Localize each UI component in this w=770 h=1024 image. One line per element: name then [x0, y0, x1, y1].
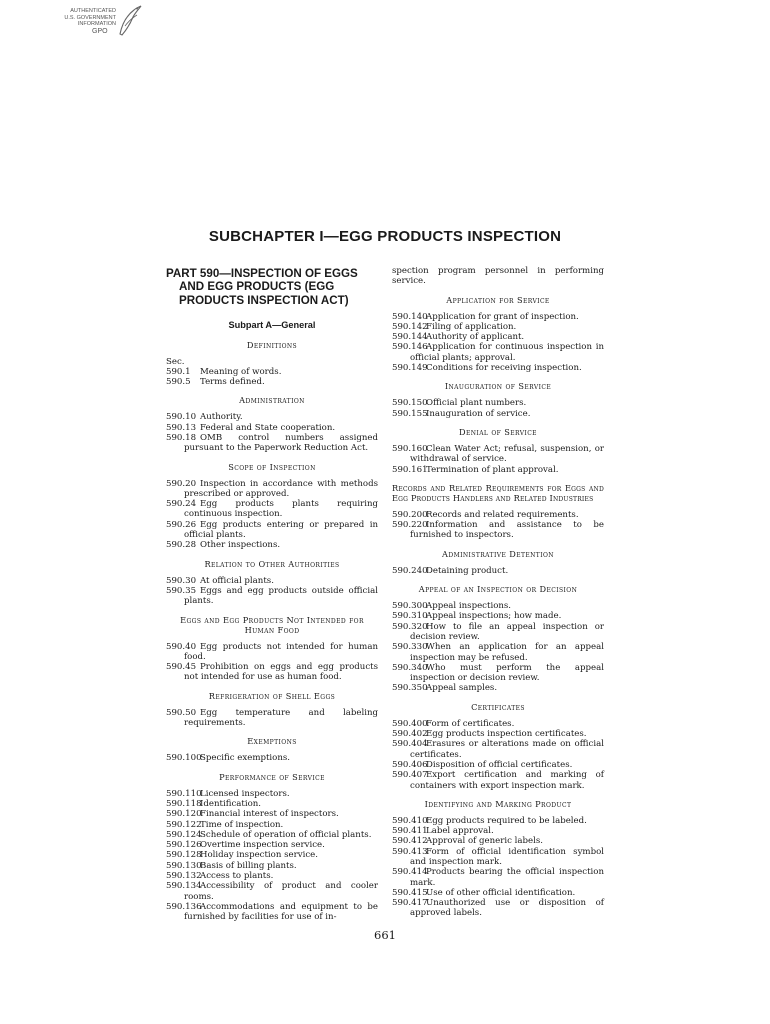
section-title: Terms defined. — [200, 377, 265, 388]
toc-entry[interactable] — [166, 586, 378, 607]
section-title: spection program personnel in performing service. — [392, 266, 604, 287]
section-number: 590.128 — [166, 850, 202, 861]
section-title: Use of other official identification. — [426, 887, 576, 898]
section-number: 590.350 — [392, 683, 428, 694]
section-number: 590.20 — [166, 478, 197, 489]
section-number: 590.35 — [166, 585, 197, 596]
section-number: 590.134 — [166, 881, 202, 892]
subchapter-title: SUBCHAPTER I—EGG PRODUCTS INSPECTION — [208, 228, 562, 245]
toc-entry[interactable] — [392, 739, 604, 760]
toc-entry[interactable] — [392, 566, 604, 576]
section-title: Appeal samples. — [426, 683, 498, 694]
toc-entry[interactable] — [166, 540, 378, 550]
section-number: 590.330 — [392, 642, 428, 653]
section-heading: Denial of Service — [459, 426, 537, 437]
section-title: Basis of billing plants. — [200, 860, 297, 871]
section-title: Who must perform the appeal inspection or decision review. — [410, 662, 604, 684]
toc-entry[interactable] — [166, 881, 378, 902]
section-heading: Records and Related Requirements for Eggs and Egg Products Handlers and Related Industries — [392, 482, 604, 503]
section-number: 590.240 — [392, 565, 428, 576]
section-number: 590.122 — [166, 819, 202, 830]
toc-entry[interactable] — [392, 322, 604, 332]
toc-entry[interactable] — [392, 642, 604, 663]
section-title: Filing of application. — [426, 321, 517, 332]
subpart-title: Subpart A—General — [228, 320, 316, 331]
section-title: Holiday inspection service. — [200, 850, 318, 861]
toc-entry[interactable] — [166, 830, 378, 840]
section-number: 590.100 — [166, 753, 202, 764]
toc-entry[interactable] — [392, 816, 604, 826]
section-title: Schedule of operation of official plants. — [200, 829, 372, 840]
section-number: 590.300 — [392, 601, 428, 612]
section-number: 590.400 — [392, 718, 428, 729]
toc-entry[interactable] — [166, 799, 378, 809]
section-number: 590.50 — [166, 707, 197, 718]
right-column — [392, 266, 604, 919]
toc-entry[interactable] — [392, 719, 604, 729]
section-number: 590.30 — [166, 575, 197, 586]
toc-entry[interactable] — [392, 836, 604, 846]
section-number: 590.417 — [392, 898, 428, 909]
section-number: 590.124 — [166, 829, 202, 840]
section-title: Other inspections. — [200, 540, 281, 551]
toc-entry[interactable] — [392, 898, 604, 919]
section-number: 590.26 — [166, 519, 197, 530]
section-title: Meaning of words. — [200, 366, 282, 377]
section-title: When an application for an appeal inspection may be refused. — [410, 642, 604, 663]
section-number: 590.118 — [166, 798, 202, 809]
section-title: Prohibition on eggs and egg products not intended for use as human food. — [184, 662, 378, 683]
section-title: Egg products plants requiring continuous inspection. — [184, 499, 378, 520]
section-heading: Administration — [239, 395, 305, 406]
section-title: Termination of plant approval. — [426, 464, 559, 475]
section-title: Authority of applicant. — [426, 332, 525, 343]
part-title-line: PRODUCTS INSPECTION ACT) — [179, 293, 349, 307]
toc-entry[interactable] — [166, 499, 378, 520]
section-title: Egg products required to be labeled. — [426, 815, 587, 826]
section-number: 590.136 — [166, 901, 202, 912]
section-number: 590.110 — [166, 788, 202, 799]
toc-entry[interactable] — [392, 444, 604, 465]
section-number: 590.132 — [166, 871, 202, 882]
section-number: 590.149 — [392, 363, 428, 374]
toc-entry[interactable] — [392, 611, 604, 621]
gpo-authentication-badge — [56, 4, 142, 44]
toc-entry[interactable] — [392, 826, 604, 836]
toc-entry[interactable] — [166, 902, 378, 923]
section-number: 590.155 — [392, 408, 428, 419]
section-title: Financial interest of inspectors. — [200, 809, 339, 820]
section-title: Inauguration of service. — [426, 408, 531, 419]
section-heading: Relation to Other Authorities — [204, 558, 340, 569]
section-title: Time of inspection. — [200, 819, 284, 830]
section-number: 590.411 — [392, 826, 428, 837]
section-title: Appeal inspections; how made. — [426, 611, 562, 622]
section-number: 590.160 — [392, 443, 428, 454]
section-title: Information and assistance to be furnished to inspectors. — [410, 520, 604, 541]
toc-entry[interactable] — [392, 332, 604, 342]
toc-entry[interactable] — [392, 510, 604, 520]
section-title: Detaining product. — [426, 565, 509, 576]
section-number: 590.402 — [392, 729, 428, 740]
section-title: Egg products entering or prepared in official plants. — [184, 519, 378, 541]
part-title — [166, 267, 378, 307]
toc-entry[interactable] — [392, 312, 604, 322]
left-section-list — [166, 340, 378, 923]
toc-entry[interactable] — [392, 601, 604, 611]
section-number: 590.144 — [392, 332, 428, 343]
section-number: 590.220 — [392, 520, 428, 531]
toc-entry[interactable] — [166, 377, 378, 387]
section-title: Specific exemptions. — [200, 753, 291, 764]
toc-entry[interactable] — [166, 820, 378, 830]
section-title: Overtime inspection service. — [200, 840, 325, 851]
toc-entry[interactable] — [166, 520, 378, 541]
section-heading: Application for Service — [446, 294, 550, 305]
section-title: Application for grant of inspection. — [426, 311, 579, 322]
section-number: 590.140 — [392, 311, 428, 322]
toc-entry[interactable] — [166, 861, 378, 871]
section-number: 590.320 — [392, 621, 428, 632]
section-number: 590.150 — [392, 398, 428, 409]
section-title: Clean Water Act; refusal, suspension, or withdrawal of service. — [410, 443, 604, 465]
toc-entry[interactable] — [392, 888, 604, 898]
section-heading: Administrative Detention — [442, 548, 554, 559]
section-number: 590.5 — [166, 377, 191, 388]
toc-entry[interactable] — [392, 363, 604, 373]
toc-entry[interactable] — [392, 622, 604, 643]
toc-entry[interactable] — [392, 683, 604, 693]
section-title: Unauthorized use or disposition of approved labels. — [410, 898, 604, 919]
section-title: Conditions for receiving inspection. — [426, 363, 582, 374]
eagle-icon — [116, 4, 142, 36]
toc-entry[interactable] — [392, 398, 604, 408]
section-title: Inspection in accordance with methods prescribed or approved. — [184, 478, 378, 499]
section-number: 590.407 — [392, 770, 428, 781]
section-heading: Scope of Inspection — [228, 461, 316, 472]
toc-entry[interactable] — [392, 729, 604, 739]
section-title: OMB control numbers assigned pursuant to the Paperwork Reduction Act. — [184, 433, 378, 454]
section-title: Egg products not intended for human food. — [184, 641, 378, 662]
section-number: 590.404 — [392, 739, 428, 750]
section-heading: Performance of Service — [219, 771, 325, 782]
toc-entry[interactable] — [166, 809, 378, 819]
section-number: 590.120 — [166, 809, 202, 820]
section-title: Appeal inspections. — [426, 601, 512, 612]
page-number: 661 — [374, 928, 396, 942]
section-number: 590.415 — [392, 887, 428, 898]
section-title: Identification. — [200, 798, 262, 809]
section-heading: Eggs and Egg Products Not Intended for Human Food — [180, 614, 364, 635]
section-title: Access to plants. — [200, 871, 274, 882]
toc-entry[interactable] — [392, 760, 604, 770]
section-title: Federal and State cooperation. — [200, 422, 336, 433]
section-number: 590.130 — [166, 860, 202, 871]
right-section-list — [392, 266, 604, 919]
toc-entry[interactable] — [392, 663, 604, 684]
toc-entry[interactable] — [166, 840, 378, 850]
section-number: 590.10 — [166, 412, 197, 423]
section-heading: Identifying and Marking Product — [424, 798, 572, 809]
toc-entry[interactable] — [166, 708, 378, 729]
badge-line: INFORMATION — [77, 21, 116, 27]
section-title: Approval of generic labels. — [426, 836, 543, 847]
section-number: 590.414 — [392, 867, 428, 878]
section-title: Application for continuous inspection in official plants; approval. — [410, 342, 604, 363]
toc-entry[interactable] — [166, 576, 378, 586]
toc-entry[interactable] — [166, 753, 378, 763]
badge-line: U.S. GOVERNMENT — [64, 14, 116, 21]
toc-entry[interactable] — [392, 770, 604, 791]
section-number: 590.13 — [166, 422, 197, 433]
section-title: How to file an appeal inspection or decision review. — [410, 621, 604, 642]
toc-entry[interactable] — [392, 465, 604, 475]
section-title: Licensed inspectors. — [200, 788, 290, 799]
section-number: 590.413 — [392, 846, 428, 857]
section-number: 590.40 — [166, 641, 197, 652]
toc-entry[interactable] — [392, 867, 604, 888]
section-heading: Certificates — [471, 701, 525, 712]
toc-entry[interactable] — [392, 409, 604, 419]
section-title: Export certification and marking of containers with export inspection mark. — [410, 770, 604, 791]
section-title: Accessibility of product and cooler rooms. — [184, 881, 378, 902]
toc-entry[interactable] — [166, 367, 378, 377]
badge-line: AUTHENTICATED — [70, 8, 116, 14]
toc-entry[interactable] — [166, 789, 378, 799]
section-title: Authority. — [200, 412, 243, 423]
section-number: 590.200 — [392, 509, 428, 520]
section-number: 590.410 — [392, 815, 428, 826]
section-heading: Refrigeration of Shell Eggs — [208, 690, 336, 701]
toc-entry[interactable] — [166, 423, 378, 433]
section-title: Products bearing the official inspection mark. — [410, 867, 604, 888]
section-title: At official plants. — [200, 575, 274, 586]
section-title: Erasures or alterations made on official certificates. — [410, 739, 604, 760]
section-number: 590.45 — [166, 662, 197, 673]
toc-entry[interactable] — [166, 433, 378, 454]
section-number: 590.126 — [166, 840, 202, 851]
toc-entry[interactable] — [166, 479, 378, 500]
section-heading: Definitions — [246, 339, 298, 350]
toc-entry[interactable] — [166, 662, 378, 683]
section-number: 590.24 — [166, 499, 197, 510]
toc-entry[interactable] — [166, 871, 378, 881]
section-title: Records and related requirements. — [426, 509, 579, 520]
left-column — [166, 266, 378, 923]
section-number: 590.412 — [392, 836, 428, 847]
toc-entry[interactable] — [166, 642, 378, 663]
toc-entry[interactable] — [392, 266, 604, 287]
section-number: 590.310 — [392, 611, 428, 622]
gpo-mark: GPO — [92, 28, 108, 35]
section-heading: Appeal of an Inspection or Decision — [418, 584, 578, 595]
section-heading: Exemptions — [247, 736, 297, 747]
section-title: Form of official identification symbol and inspection mark. — [410, 846, 604, 867]
section-number: 590.340 — [392, 662, 428, 673]
section-number: 590.1 — [166, 366, 191, 377]
part-title-line: PART 590—INSPECTION OF EGGS — [166, 267, 358, 280]
sec-label: Sec. — [166, 356, 185, 367]
section-heading: Inauguration of Service — [444, 381, 552, 392]
part-title-line: AND EGG PRODUCTS (EGG — [179, 280, 335, 294]
section-title: Egg temperature and labeling requirements. — [184, 707, 378, 729]
section-title: Eggs and egg products outside official plants. — [184, 585, 378, 607]
toc-entry[interactable] — [166, 412, 378, 422]
section-number: 590.28 — [166, 540, 197, 551]
section-title: Accommodations and equipment to be furnished by facilities for use of in- — [184, 901, 378, 923]
section-title: Form of certificates. — [426, 718, 515, 729]
toc-entry[interactable] — [392, 342, 604, 363]
section-number: 590.18 — [166, 433, 197, 443]
section-title: Label approval. — [426, 826, 494, 837]
toc-entry[interactable] — [392, 520, 604, 541]
badge-text — [56, 8, 116, 28]
section-number: 590.142 — [392, 321, 428, 332]
section-title: Disposition of official certificates. — [426, 759, 573, 770]
section-number: 590.146 — [392, 342, 428, 353]
section-number: 590.406 — [392, 759, 428, 770]
toc-entry[interactable] — [166, 850, 378, 860]
section-number: 590.161 — [392, 464, 428, 475]
section-title: Egg products inspection certificates. — [426, 729, 587, 740]
section-title: Official plant numbers. — [426, 398, 527, 409]
toc-entry[interactable] — [392, 847, 604, 868]
